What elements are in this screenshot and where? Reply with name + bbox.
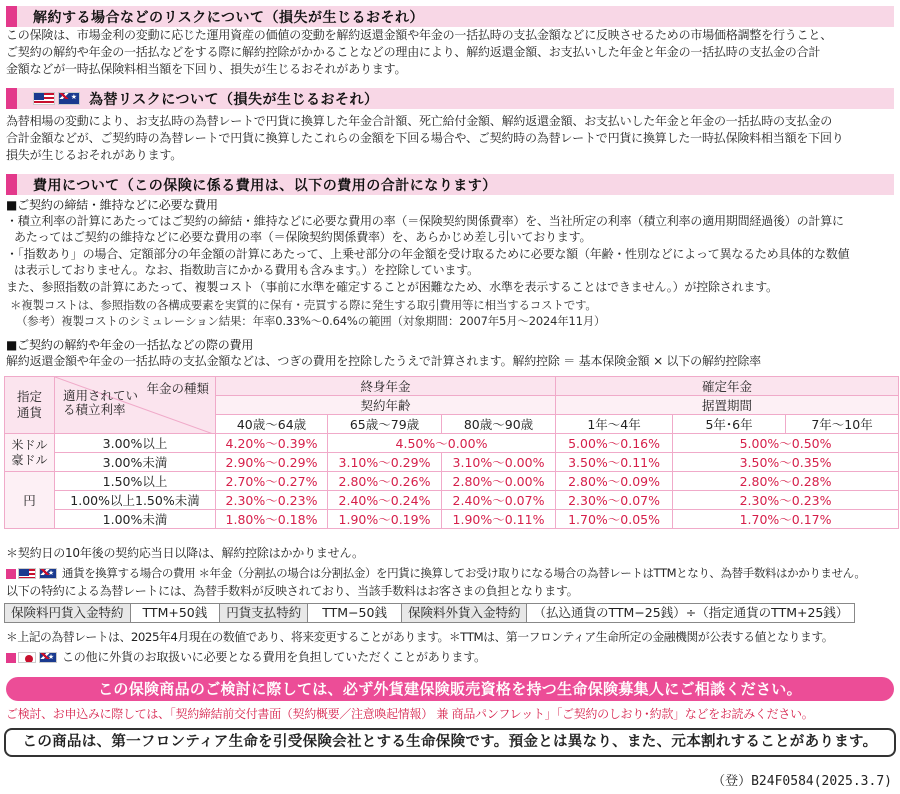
au-flag-icon <box>39 652 57 663</box>
section-header-fx-risk <box>6 88 894 109</box>
pink-square-icon <box>6 569 16 579</box>
pink-square-icon <box>6 653 16 663</box>
header-diagonal-cell <box>55 377 216 434</box>
section-header-costs <box>6 174 894 195</box>
flags <box>18 652 60 663</box>
surrender-charge-table <box>4 376 899 529</box>
header-shitei-corner <box>5 377 55 434</box>
header-fixed-annuity: 確定年金 <box>556 377 899 396</box>
value-cell: 1.70%～0.05% <box>556 510 673 529</box>
value-cell: 2.80%～0.00% <box>442 472 556 491</box>
header-rate-label: 適用されている積立利率 <box>63 388 139 417</box>
value-cell: 3.50%～0.11% <box>556 453 673 472</box>
product-disclaimer-box: この商品は、第一フロンティア生命を引受保険会社とする生命保険です。預金とは異なり、また、元本割れすることがあります。 <box>4 728 896 757</box>
currency-usd-aud: 米ドル豪ドル <box>5 434 55 472</box>
value-cell: 3.50%～0.35% <box>673 453 899 472</box>
rate-cell: 1.00%未満 <box>55 510 216 529</box>
bullet-line: ・積立利率の計算にあたってはご契約の締結・維持などに必要な費用の率（＝保険契約関係費率）を、当社所定の利率（積立利率の適用期間経過後）の計算に <box>6 214 844 228</box>
subheading: ■ご契約の締結・維持などに必要な費用 <box>6 198 218 212</box>
paragraph-line: 損失が生じるおそれがあります。 <box>6 148 183 162</box>
rate-cell: 1.50%以上 <box>55 472 216 491</box>
intro-line: 解約返還金額や年金の一括払時の支払金額などは、つぎの費用を控除したうえで計算されます。解約控除 ＝ 基本保険金額 × 以下の解約控除率 <box>6 354 761 368</box>
paragraph-line: 合計金額などが、ご契約時の為替レートで円貨に換算したこれらの金額を下回る場合や、ご契約時の為替レートで円貨に換算した一時払保険料相当額を下回り <box>6 131 844 145</box>
value-cell: 1.90%～0.19% <box>328 510 442 529</box>
rate-cell: 3.00%以上 <box>55 434 216 453</box>
value-cell: 1.80%～0.18% <box>216 510 328 529</box>
header-contract-age: 契約年齢 <box>216 396 556 415</box>
other-cost-line <box>6 650 486 665</box>
spec-value: TTM−50銭 <box>307 603 402 623</box>
note-line: （参考）複製コストのシミュレーション結果：年率0.33%～0.64%の範囲（対象期間：2007年5月～2024年11月） <box>16 314 606 328</box>
spec-label: 保険料外貨入金特約 <box>401 603 528 623</box>
fx-cost-text: 通貨を換算する場合の費用 ＊年金（分割払の場合は分割払金）を円貨に換算してお受け取りになる場合の為替レートはTTMとなり、為替手数料はかかりません。 <box>62 566 866 580</box>
value-cell: 2.30%～0.23% <box>216 491 328 510</box>
spec-value: TTM+50銭 <box>130 603 221 623</box>
rate-cell: 3.00%未満 <box>55 453 216 472</box>
value-cell: 2.30%～0.23% <box>673 491 899 510</box>
header-accent-bar <box>6 6 17 27</box>
value-cell: 4.20%～0.39% <box>216 434 328 453</box>
value-cell: 5.00%～0.16% <box>556 434 673 453</box>
paragraph-line: 金額などが一時払保険料相当額を下回り、損失が生じるおそれがあります。 <box>6 62 407 76</box>
note-line: ＊契約日の10年後の契約応当日以降は、解約控除はかかりません。 <box>6 546 364 560</box>
us-flag-icon <box>33 92 55 105</box>
value-cell: 2.40%～0.24% <box>328 491 442 510</box>
section-title: 解約する場合などのリスクについて（損失が生じるおそれ） <box>33 9 424 26</box>
col-age-80-90: 80歳～90歳 <box>442 415 556 434</box>
value-cell: 3.10%～0.00% <box>442 453 556 472</box>
bullet-line: また、参照指数の計算にあたって、複製コスト（事前に水準を確定することが困難なため、水準を表示することはできません。）が控除されます。 <box>6 280 778 294</box>
table-row <box>5 472 899 491</box>
value-cell: 2.90%～0.29% <box>216 453 328 472</box>
fx-cost-line2: 以下の特約による為替レートには、為替手数料が反映されており、当該手数料はお客さまの負担となります。 <box>6 584 579 598</box>
section-title: 為替リスクについて（損失が生じるおそれ） <box>89 91 379 108</box>
header-currency-label: 指定通貨 <box>16 389 42 420</box>
table-row <box>5 453 899 472</box>
value-cell: 1.90%～0.11% <box>442 510 556 529</box>
bullet-line: ・「指数あり」の場合、定額部分の年金額の計算にあたって、上乗せ部分の年金額を受け取るために必要な額（年齢・性別などによって異なるため具体的な数値 <box>6 247 850 261</box>
table-row <box>5 510 899 529</box>
value-cell: 5.00%～0.50% <box>673 434 899 453</box>
table-row <box>5 491 899 510</box>
value-cell: 1.70%～0.17% <box>673 510 899 529</box>
value-cell: 2.80%～0.28% <box>673 472 899 491</box>
header-lifetime-annuity: 終身年金 <box>216 377 556 396</box>
section-header-surrender-risk <box>6 6 894 27</box>
header-accent-bar <box>6 88 17 109</box>
jp-flag-icon <box>18 652 36 663</box>
fx-rate-spec-table <box>4 603 854 623</box>
col-age-40-64: 40歳～64歳 <box>216 415 328 434</box>
spec-label: 保険料円貨入金特約 <box>4 603 131 623</box>
spec-value: （払込通貨のTTM−25銭）÷（指定通貨のTTM+25銭） <box>526 603 855 623</box>
paragraph-line: この保険は、市場金利の変動に応じた運用資産の価値の変動を解約返還金額や年金の一括払時の支払金額などに反映させるための市場価格調整を行うこと、 <box>6 28 833 42</box>
value-cell: 3.10%～0.29% <box>328 453 442 472</box>
rate-cell: 1.00%以上1.50%未満 <box>55 491 216 510</box>
value-cell: 2.70%～0.27% <box>216 472 328 491</box>
us-flag-icon <box>18 568 36 579</box>
header-accent-bar <box>6 174 17 195</box>
value-cell: 2.80%～0.26% <box>328 472 442 491</box>
section-title: 費用について（この保険に係る費用は、以下の費用の合計になります） <box>33 177 497 194</box>
header-annuity-type: 年金の種類 <box>146 381 209 396</box>
registration-code: （登）B24F0584(2025.3.7) <box>712 774 892 789</box>
other-cost-text: この他に外貨のお取扱いに必要となる費用を負担していただくことがあります。 <box>62 650 486 664</box>
col-period-5-6: 5年･6年 <box>673 415 786 434</box>
col-age-65-79: 65歳～79歳 <box>328 415 442 434</box>
paragraph-line: ご契約の解約や年金の一括払などをする際に解約控除がかかることなどの理由により、解約返還金額、お支払いした年金と年金の一括払時の支払金の合計 <box>6 45 821 59</box>
table-row <box>5 434 899 453</box>
value-cell: 2.40%～0.07% <box>442 491 556 510</box>
read-documents-notice: ご検討、お申込みに際しては、「契約締結前交付書面（契約概要／注意喚起情報） 兼 商品パンフレット」「ご契約のしおり･約款」などをお読みください。 <box>6 707 814 721</box>
subheading: ■ご契約の解約や年金の一括払などの際の費用 <box>6 338 254 352</box>
bullet-line: は表示しておりません。なお、指数助言にかかる費用も含みます。）を控除しています。 <box>14 263 479 277</box>
paragraph-line: 為替相場の変動により、お支払時の為替レートで円貨に換算した年金合計額、死亡給付金額、解約返還金額、お支払いした年金と年金の一括払時の支払金の <box>6 114 833 128</box>
value-cell: 4.50%～0.00% <box>328 434 556 453</box>
au-flag-icon <box>58 92 80 105</box>
note-line: ＊上記の為替レートは、2025年4月現在の数値であり、将来変更することがあります。＊TTMは、第一フロンティア生命所定の金融機関が公表する値となります。 <box>6 630 834 644</box>
currency-jpy: 円 <box>5 472 55 529</box>
bullet-line: あたってはご契約の維持などに必要な費用の率（＝保険契約関係費率）を、あらかじめ差し引いております。 <box>14 230 592 244</box>
fx-cost-line <box>6 566 866 581</box>
flags <box>18 568 60 579</box>
consult-banner: この保険商品のご検討に際しては、必ず外貨建保険販売資格を持つ生命保険募集人にご相談ください。 <box>6 677 894 701</box>
note-line: ＊複製コストは、参照指数の各構成要素を実質的に保有・売買する際に発生する取引費用等に相当するコストです。 <box>10 298 597 312</box>
flags <box>33 92 83 105</box>
spec-label: 円貨支払特約 <box>219 603 308 623</box>
col-period-7-10: 7年～10年 <box>786 415 899 434</box>
value-cell: 2.80%～0.09% <box>556 472 673 491</box>
header-deferral-period: 据置期間 <box>556 396 899 415</box>
col-period-1-4: 1年～4年 <box>556 415 673 434</box>
au-flag-icon <box>39 568 57 579</box>
value-cell: 2.30%～0.07% <box>556 491 673 510</box>
